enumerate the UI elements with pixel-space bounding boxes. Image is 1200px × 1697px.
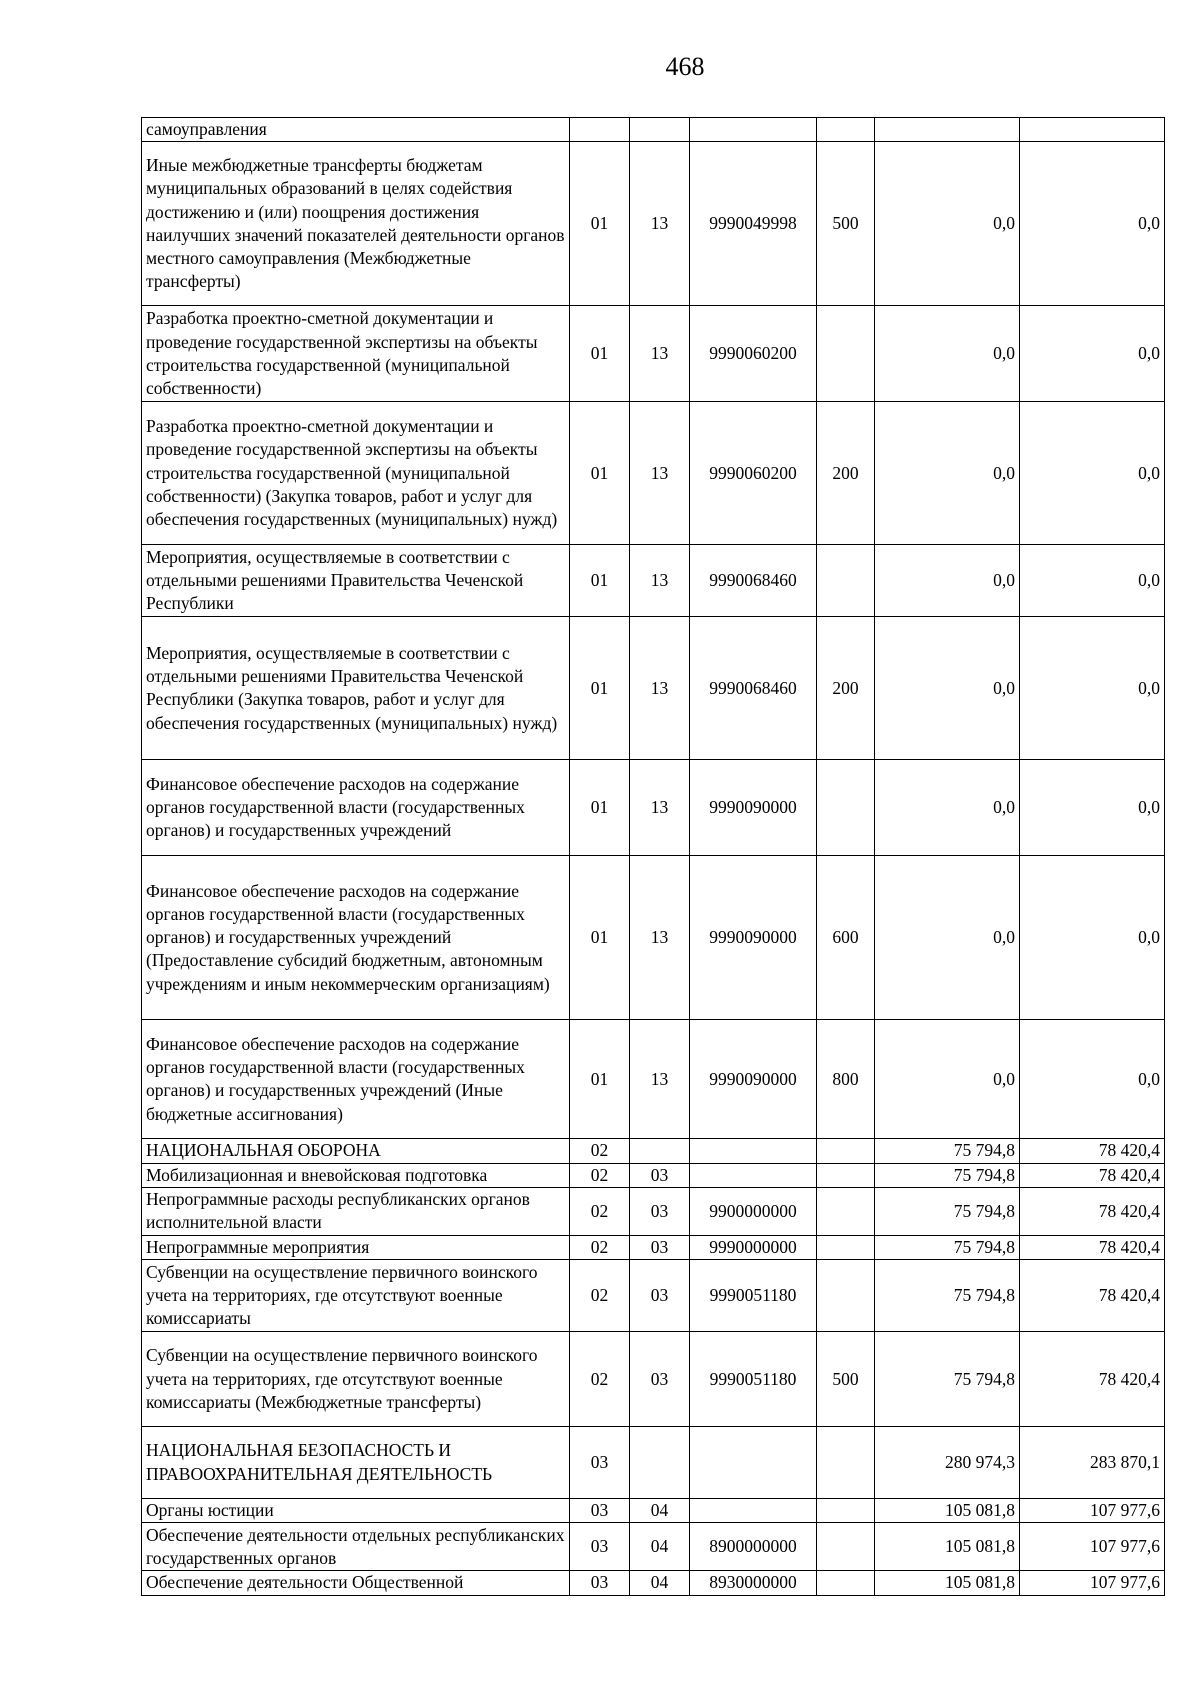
expense-type-code: [817, 1427, 875, 1499]
amount-year-1: 0,0: [875, 856, 1020, 1020]
table-row: [142, 617, 1165, 760]
row-name: Мобилизационная и вневойсковая подготовка: [142, 1163, 570, 1187]
subsection-code: [630, 1427, 690, 1499]
section-code: 01: [570, 306, 630, 402]
amount-year-1: 75 794,8: [875, 1187, 1020, 1235]
expense-type-code: 500: [817, 142, 875, 306]
target-article-code: 9990068460: [690, 617, 817, 760]
expense-type-code: [817, 118, 875, 142]
amount-year-2: 0,0: [1020, 402, 1165, 545]
target-article-code: 8930000000: [690, 1571, 817, 1595]
amount-year-2: 107 977,6: [1020, 1499, 1165, 1523]
expense-type-code: [817, 306, 875, 402]
target-article-code: 9990090000: [690, 856, 817, 1020]
section-code: 01: [570, 402, 630, 545]
row-name: Мероприятия, осуществляемые в соответствии с отдельными решениями Правительства Чеченской Республики: [142, 545, 570, 617]
row-name: Финансовое обеспечение расходов на содержание органов государственной власти (государственных органов) и государственных учреждений: [142, 760, 570, 856]
target-article-code: 9900000000: [690, 1187, 817, 1235]
amount-year-2: 78 420,4: [1020, 1332, 1165, 1427]
target-article-code: [690, 1427, 817, 1499]
target-article-code: [690, 1139, 817, 1163]
row-name: НАЦИОНАЛЬНАЯ ОБОРОНА: [142, 1139, 570, 1163]
amount-year-2: 78 420,4: [1020, 1139, 1165, 1163]
target-article-code: 9990090000: [690, 1020, 817, 1139]
section-code: 03: [570, 1571, 630, 1595]
section-code: 03: [570, 1523, 630, 1571]
target-article-code: 9990000000: [690, 1235, 817, 1259]
amount-year-1: 0,0: [875, 617, 1020, 760]
subsection-code: 04: [630, 1499, 690, 1523]
target-article-code: 9990049998: [690, 142, 817, 306]
row-name: Финансовое обеспечение расходов на содержание органов государственной власти (государственных органов) и государственных учреждений (Иные бюджетные ассигнования): [142, 1020, 570, 1139]
row-name: Органы юстиции: [142, 1499, 570, 1523]
subsection-code: 13: [630, 856, 690, 1020]
expense-type-code: [817, 1571, 875, 1595]
row-name: Финансовое обеспечение расходов на содержание органов государственной власти (государственных органов) и государственных учреждений (Предоставление субсидий бюджетным, автономным учреждениям и иным некоммерческим организациям): [142, 856, 570, 1020]
amount-year-1: 75 794,8: [875, 1260, 1020, 1332]
expense-type-code: [817, 1235, 875, 1259]
expense-type-code: 800: [817, 1020, 875, 1139]
subsection-code: 13: [630, 1020, 690, 1139]
row-name: Субвенции на осуществление первичного воинского учета на территориях, где отсутствуют военные комиссариаты: [142, 1260, 570, 1332]
table-row: [142, 1187, 1165, 1235]
table-row: [142, 545, 1165, 617]
expense-type-code: [817, 1260, 875, 1332]
table-row: [142, 1260, 1165, 1332]
amount-year-2: 0,0: [1020, 617, 1165, 760]
amount-year-1: 0,0: [875, 760, 1020, 856]
target-article-code: 9990090000: [690, 760, 817, 856]
section-code: 01: [570, 1020, 630, 1139]
section-code: 02: [570, 1332, 630, 1427]
subsection-code: 04: [630, 1571, 690, 1595]
amount-year-1: 0,0: [875, 1020, 1020, 1139]
table-row: [142, 1235, 1165, 1259]
row-name: Разработка проектно-сметной документации и проведение государственной экспертизы на объекты строительства государственной (муниципальной собственности) (Закупка товаров, работ и услуг для обеспечения государственных (муниципальных) нужд): [142, 402, 570, 545]
subsection-code: 13: [630, 306, 690, 402]
amount-year-2: 107 977,6: [1020, 1523, 1165, 1571]
target-article-code: 9990068460: [690, 545, 817, 617]
amount-year-1: 0,0: [875, 306, 1020, 402]
expense-type-code: 500: [817, 1332, 875, 1427]
row-name: Обеспечение деятельности отдельных республиканских государственных органов: [142, 1523, 570, 1571]
table-row: [142, 760, 1165, 856]
target-article-code: [690, 1163, 817, 1187]
amount-year-2: 107 977,6: [1020, 1571, 1165, 1595]
row-name: самоуправления: [142, 118, 570, 142]
section-code: 01: [570, 617, 630, 760]
expense-type-code: 200: [817, 617, 875, 760]
amount-year-1: 0,0: [875, 402, 1020, 545]
amount-year-1: 105 081,8: [875, 1571, 1020, 1595]
amount-year-2: 0,0: [1020, 760, 1165, 856]
section-code: 03: [570, 1499, 630, 1523]
subsection-code: [630, 1139, 690, 1163]
row-name: Мероприятия, осуществляемые в соответствии с отдельными решениями Правительства Чеченской Республики (Закупка товаров, работ и услуг для обеспечения государственных (муниципальных) нужд): [142, 617, 570, 760]
table-row: [142, 1523, 1165, 1571]
target-article-code: 9990060200: [690, 306, 817, 402]
budget-table: [141, 117, 1165, 1596]
target-article-code: 9990051180: [690, 1260, 817, 1332]
subsection-code: 03: [630, 1260, 690, 1332]
subsection-code: 04: [630, 1523, 690, 1571]
table-body: [142, 118, 1165, 1596]
section-code: 01: [570, 856, 630, 1020]
expense-type-code: 200: [817, 402, 875, 545]
amount-year-2: 78 420,4: [1020, 1235, 1165, 1259]
amount-year-1: 75 794,8: [875, 1235, 1020, 1259]
subsection-code: 03: [630, 1163, 690, 1187]
table-row: [142, 118, 1165, 142]
expense-type-code: [817, 1499, 875, 1523]
amount-year-1: [875, 118, 1020, 142]
amount-year-1: 280 974,3: [875, 1427, 1020, 1499]
expense-type-code: [817, 1523, 875, 1571]
table-row: [142, 1163, 1165, 1187]
section-code: 02: [570, 1163, 630, 1187]
table-row: [142, 142, 1165, 306]
expense-type-code: [817, 1139, 875, 1163]
section-code: [570, 118, 630, 142]
table-row: [142, 1571, 1165, 1595]
table-row: [142, 402, 1165, 545]
expense-type-code: [817, 1163, 875, 1187]
amount-year-2: 0,0: [1020, 142, 1165, 306]
row-name: Обеспечение деятельности Общественной: [142, 1571, 570, 1595]
subsection-code: 13: [630, 545, 690, 617]
subsection-code: 03: [630, 1187, 690, 1235]
amount-year-2: 0,0: [1020, 306, 1165, 402]
page-number: 468: [665, 52, 705, 81]
row-name: НАЦИОНАЛЬНАЯ БЕЗОПАСНОСТЬ И ПРАВООХРАНИТЕЛЬНАЯ ДЕЯТЕЛЬНОСТЬ: [142, 1427, 570, 1499]
row-name: Иные межбюджетные трансферты бюджетам муниципальных образований в целях содействия достижению и (или) поощрения достижения наилучших значений показателей деятельности органов местного самоуправления (Межбюджетные трансферты): [142, 142, 570, 306]
amount-year-2: 0,0: [1020, 856, 1165, 1020]
amount-year-2: 78 420,4: [1020, 1163, 1165, 1187]
section-code: 02: [570, 1260, 630, 1332]
amount-year-1: 0,0: [875, 545, 1020, 617]
section-code: 01: [570, 545, 630, 617]
table-row: [142, 1139, 1165, 1163]
table-row: [142, 1020, 1165, 1139]
target-article-code: [690, 1499, 817, 1523]
subsection-code: 13: [630, 402, 690, 545]
amount-year-2: 78 420,4: [1020, 1187, 1165, 1235]
subsection-code: 13: [630, 617, 690, 760]
expense-type-code: 600: [817, 856, 875, 1020]
row-name: Непрограммные расходы республиканских органов исполнительной власти: [142, 1187, 570, 1235]
expense-type-code: [817, 545, 875, 617]
amount-year-1: 105 081,8: [875, 1523, 1020, 1571]
amount-year-2: 0,0: [1020, 1020, 1165, 1139]
target-article-code: [690, 118, 817, 142]
table-row: [142, 1332, 1165, 1427]
amount-year-2: 0,0: [1020, 545, 1165, 617]
subsection-code: 13: [630, 142, 690, 306]
target-article-code: 9990051180: [690, 1332, 817, 1427]
amount-year-1: 75 794,8: [875, 1332, 1020, 1427]
amount-year-2: 283 870,1: [1020, 1427, 1165, 1499]
subsection-code: 13: [630, 760, 690, 856]
amount-year-2: 78 420,4: [1020, 1260, 1165, 1332]
row-name: Непрограммные мероприятия: [142, 1235, 570, 1259]
expense-type-code: [817, 760, 875, 856]
section-code: 03: [570, 1427, 630, 1499]
section-code: 02: [570, 1187, 630, 1235]
table-row: [142, 1427, 1165, 1499]
amount-year-1: 75 794,8: [875, 1163, 1020, 1187]
section-code: 02: [570, 1139, 630, 1163]
subsection-code: 03: [630, 1332, 690, 1427]
row-name: Разработка проектно-сметной документации и проведение государственной экспертизы на объекты строительства государственной (муниципальной собственности): [142, 306, 570, 402]
section-code: 02: [570, 1235, 630, 1259]
section-code: 01: [570, 142, 630, 306]
subsection-code: 03: [630, 1235, 690, 1259]
table-row: [142, 1499, 1165, 1523]
expense-type-code: [817, 1187, 875, 1235]
amount-year-1: 0,0: [875, 142, 1020, 306]
amount-year-1: 75 794,8: [875, 1139, 1020, 1163]
row-name: Субвенции на осуществление первичного воинского учета на территориях, где отсутствуют военные комиссариаты (Межбюджетные трансферты): [142, 1332, 570, 1427]
target-article-code: 9990060200: [690, 402, 817, 545]
table-row: [142, 306, 1165, 402]
amount-year-1: 105 081,8: [875, 1499, 1020, 1523]
section-code: 01: [570, 760, 630, 856]
amount-year-2: [1020, 118, 1165, 142]
table-row: [142, 856, 1165, 1020]
subsection-code: [630, 118, 690, 142]
target-article-code: 8900000000: [690, 1523, 817, 1571]
